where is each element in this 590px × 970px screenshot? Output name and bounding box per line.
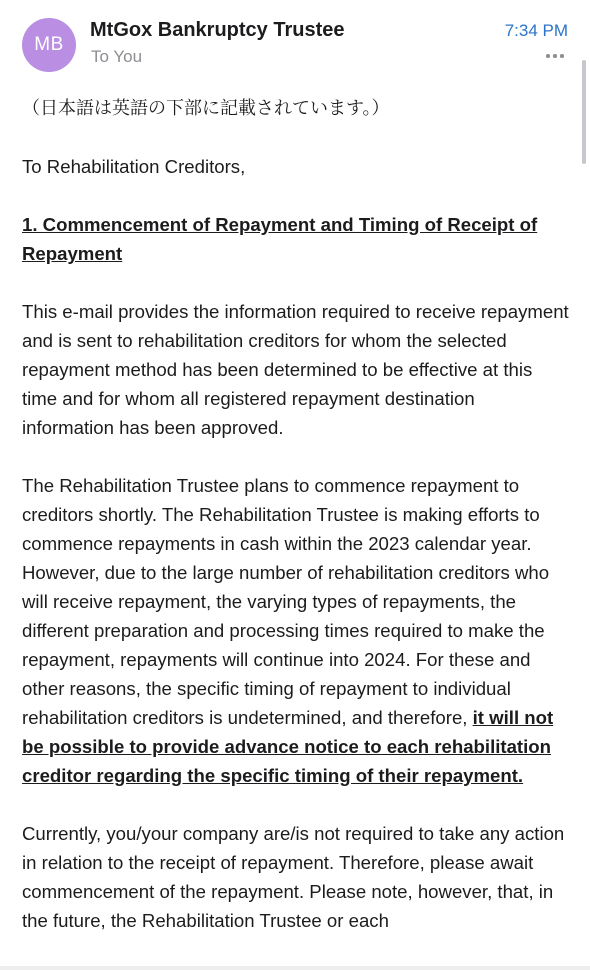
sender-name[interactable]: MtGox Bankruptcy Trustee — [90, 19, 345, 41]
ellipsis-dot — [560, 54, 564, 58]
scroll-indicator[interactable] — [582, 60, 586, 164]
greeting: To Rehabilitation Creditors, — [22, 156, 246, 177]
recipient-line[interactable]: To You — [91, 47, 143, 66]
ellipsis-dot — [553, 54, 557, 58]
ellipsis-icon[interactable] — [546, 52, 564, 60]
email-body — [22, 94, 570, 964]
ellipsis-dot — [546, 54, 550, 58]
avatar[interactable]: MB — [22, 18, 76, 72]
email-header — [0, 0, 590, 84]
timing-text: The Rehabilitation Trustee plans to commence repayment to creditors shortly. The Rehabilitation Trustee is making efforts to commence repayments in cash within the 2023 calendar year. However, due to the large number of rehabilitation creditors who will receive repayment, the varying types of repayments, the different preparation and processing times required to make the repayment, repayments will continue into 2024. For these and other reasons, the specific timing of repayment to individual rehabilitation creditors is undetermined, and therefore, — [22, 475, 550, 728]
timing-emphasis: it will not be possible to provide advance notice to each rehabilitation creditor regarding the specific timing of their repayment. — [22, 707, 554, 786]
paragraph-repayment-info: This e-mail provides the information required to receive repayment and is sent to rehabilitation creditors for whom the selected repayment method has been determined to be effective at this time and for whom all registered repayment destination information has been approved. — [22, 301, 569, 438]
bottom-edge — [0, 966, 590, 970]
section-heading: 1. Commencement of Repayment and Timing of Receipt of Repayment — [22, 214, 538, 264]
paragraph-repayment-timing — [22, 471, 570, 790]
received-time: 7:34 PM — [504, 21, 568, 40]
japanese-note: （日本語は英語の下部に記載されています。） — [22, 98, 390, 119]
paragraph-no-action: Currently, you/your company are/is not required to take any action in relation to the receipt of repayment. Therefore, please await commencement of the repayment. Please note, however, that, in the future, the Rehabilitation Trustee or each — [22, 823, 565, 931]
